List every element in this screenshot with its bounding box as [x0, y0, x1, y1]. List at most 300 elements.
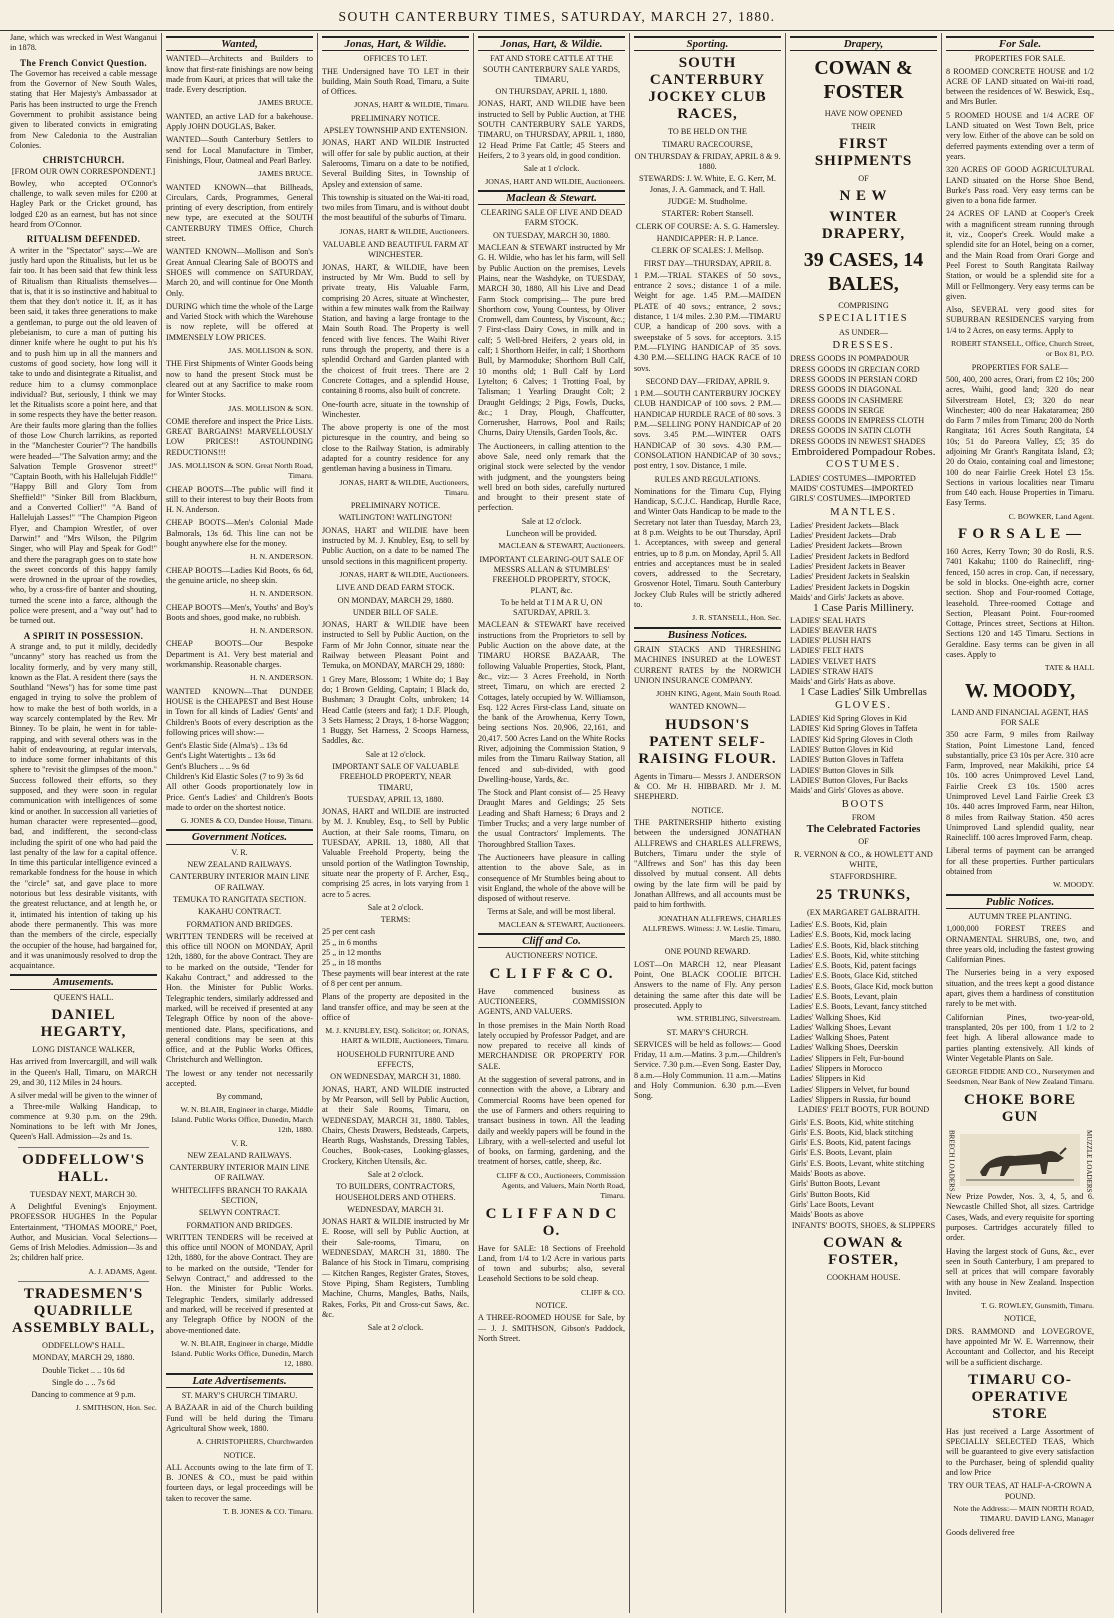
girls-boot-list	[790, 1118, 937, 1180]
ad-body: Agents in Timaru— Messrs J. ANDERSON & CO. Mr H. HIBBARD. Mr J. M. SHEPHERD.	[634, 771, 781, 802]
ad-body: THE PARTNERSHIP hitherto existing between the undersigned JONATHAN ALLFREWS and CHARLES ALLFREWS, Butchers, Timaru under the style of "Allfrews and Son" has this day been dissolved by mutual consent. All debts owing by the late firm will be paid by Jonathan Allfrews, and all accounts must be paid to him forthwith.	[634, 817, 781, 910]
race-day-title: SECOND DAY—FRIDAY, APRIL 9.	[645, 376, 770, 386]
ad-body: 350 acre Farm, 9 miles from Railway Station, Point Limestone Land, fenced substantially, price £3 10s per Acre. 310 acre Farm, Improved, near Makikihi, price £4 10s. 100 acres Unimproved Level Land, Fairlie Creek £3 10s. 1500 acres Unimproved Level Land Fairlie Creek £3 10s. 440 acres Improved Farm, near Hilton, 8 miles from Railway Station. 450 acres Unimproved Land splendid quality, near Rainecliff. 100 acres Improved Farm, cheap.	[946, 730, 1094, 843]
notice-body: The lowest or any tender not necessarily accepted.	[166, 1068, 313, 1089]
list-item: Ladies' Walking Shoes, Patent	[790, 1033, 889, 1043]
ad-headline: TIMARU CO-OPERATIVE STORE	[968, 1371, 1072, 1422]
officials: STARTER: Robert Stansell.	[661, 209, 754, 219]
ad-body: All other Goods proportionately low in Price. Gent's Ladies' and Children's Boots made to order on the shortest notice.	[166, 782, 313, 812]
costume-list	[790, 474, 937, 505]
price-line: Gent's Elastic Side (Alma's) .. 13s 6d	[166, 741, 288, 751]
ad-headline: 1 Case Paris Millinery.	[813, 602, 914, 615]
notice-subtitle: FORMATION AND BRIDGES.	[186, 919, 293, 929]
ad-body: The Nurseries being in a very exposed situation, and the trees kept a good distance apart, gives them a hardiness of constitution rarely to be met with.	[946, 968, 1094, 1009]
ad-headline: HUDSON'S PATENT SELF-RAISING FLOUR.	[638, 716, 777, 767]
list-item: LADIES' STRAW HATS	[790, 666, 873, 676]
column-4	[474, 33, 630, 1613]
ad-body: These payments will bear interest at the rate of 8 per cent per annum.	[322, 968, 469, 988]
ad-body: WANTED KNOWN—Mollison and Son's Great Annual Clearing Sale of BOOTS and SHOES will commence on SATURDAY, March 20, and will continue for One Month Only.	[166, 247, 313, 298]
list-item: Ladies' E.S. Boots, Levant, plain	[790, 992, 898, 1001]
article-lead: Jane, which was wrecked in West Wanganui in 1878.	[10, 33, 157, 53]
ad-headline: Embroidered Pompadour Robes.	[791, 446, 936, 459]
ad-signature: JONAS, HART & WILDIE, Auctioneers, Timaru.	[339, 477, 469, 497]
ad-headline: GLOVES.	[835, 699, 892, 711]
ad-body: R. VERNON & CO., & HOWLETT AND WHITE,	[794, 849, 933, 870]
section-header-maclean: Maclean & Stewart.	[478, 190, 625, 205]
article-body: The Governor has received a cable message from the Governor of New South Wales, stating that Her Majesty's Ambassador at Paris has been instructed to urge the French Government to prohibit assistance being given to liberated convicts in emigrating from New Caledonia to the Australian Colonies.	[10, 68, 157, 150]
ad-headline: ODDFELLOW'S HALL.	[22, 1151, 145, 1185]
list-item: LADIES' Kid Spring Gloves in Taffeta	[790, 724, 918, 734]
ad-headline: COSTUMES.	[826, 459, 901, 471]
ad-title: PROPERTIES FOR SALE—	[971, 362, 1069, 372]
ad-body: DRS. RAMMOND and LOVEGROVE, have appointed Mr W. E. Warrennow, their Accountant and Collector, and his Receipt will be a sufficient discharge.	[946, 1326, 1094, 1367]
ad-body: Sale at 2 o'clock.	[367, 902, 424, 912]
ad-body: A silver medal will be given to the winner of a Three-mile Walking Handicap, to commence at 9.30 p.m. on the 29th. Nominations to be left with Mr Jones, Queen's Hall. Admission—2s and 1s.	[10, 1091, 157, 1142]
ad-title: PRELIMINARY NOTICE.	[350, 113, 441, 123]
ad-body: THE First Shipments of Winter Goods being now to hand the present Stock must be cleared out at any Sacrifice to make room for Winter Stocks.	[166, 359, 313, 400]
list-item: Girls' Button Boots, Levant	[790, 1179, 881, 1189]
ad-signature: JAS. MOLLISON & SON.	[228, 403, 313, 413]
ad-title: WATLINGTON! WATLINGTON!	[338, 513, 453, 523]
article-heading: The French Convict Question.	[19, 57, 148, 68]
list-item: Maids' and Girls' Jackets as above.	[790, 592, 904, 602]
section-header-government: Government Notices.	[166, 829, 313, 844]
ad-title: UNDER BILL OF SALE.	[352, 607, 439, 617]
ad-body: Have for SALE: 18 Sections of Freehold Land, from 1/4 to 1/2 Acre in various parts of town and suburbs; also, several Leasehold Sections to be sold cheap.	[478, 1243, 625, 1284]
list-item: Ladies' Slippers in Velvet, fur bound	[790, 1084, 910, 1094]
ad-body: 1 Grey Mare, Blossom; 1 White do; 1 Bay do; 1 Brown Gelding, Captain; 1 Black do, Bushman; 3 Draught Colts, unbroken; 14 Head Cattle (steers and fat); 1 D.F. Plough, 3 Sets Harness; 2 Drays, 1 8-horse Waggon; 1 Buggy, Set Harness, 2 Scoops Harness, Saddles, &c.	[322, 674, 469, 746]
officials: HANDICAPPER: H. P. Lance.	[656, 233, 759, 243]
ad-body: OF	[858, 173, 869, 183]
ad-body: 160 Acres, Kerry Town; 30 do Rosli, R.S. 7401 Kakahu; 1100 do Rainecliff, ring-fenced, 150 acres in crop. Can, if necessary, be sold in blocks. One-eighth acre, corner section. Shop and Four-roomed Cottage, leasehold. Three-roomed Cottage and Section, Pleasant Point. Four-roomed Cottage, Princes street, Sections at Hilton. Sections 120 and 145 Timaru. Sections in Geraldine. Easy terms can be given in all cases. Apply to	[946, 547, 1094, 660]
ad-signature: M. J. KNUBLEY, ESQ. Solicitor; or, JONAS, HART & WILDIE, Auctioneers, Timaru.	[325, 1026, 469, 1046]
notice-signature: W. N. BLAIR, Engineer in charge, Middle Island. Public Works Office, Dunedin, March 12th, 1880.	[171, 1104, 313, 1135]
ad-body: Having the largest stock of Guns, &c., ever seen in South Canterbury, I am prepared to sell at prices that will compare favorably with any house in New Zealand. Inspection Invited.	[946, 1246, 1094, 1297]
ad-body: WANTED—Architects and Builders to know that first-rate finishings are now being made from Kauri, at prices that will take the trade. Every description.	[166, 54, 313, 95]
ad-headline: 1 Case Ladies' Silk Umbrellas	[800, 686, 927, 698]
ad-body: At the suggestion of several patrons, and in connection with the above, a Library and Commercial Rooms have been opened for the use of Farmers and others requiring to transact business in town. All the leading daily and weekly papers will be found in the Library, with a well-selected and useful lot of books, on farming, gardening, and the treatment of horses, cattle, sheep, &c.	[478, 1075, 625, 1167]
ad-title: NOTICE,	[1003, 1314, 1037, 1324]
divider	[18, 1147, 149, 1148]
ad-date: WEDNESDAY, MARCH 31.	[347, 1204, 444, 1214]
ad-signature: J. R. STANSELL, Hon. Sec.	[692, 613, 781, 623]
notice-subtitle: WHITECLIFFS BRANCH TO RAKAIA SECTION,	[171, 1185, 308, 1205]
list-item: Ladies' Walking Shoes, Deerskin	[790, 1043, 898, 1053]
list-item: LADIES' VELVET HATS	[790, 656, 876, 666]
list-item: LADIES' BEAVER HATS	[790, 625, 877, 635]
ad-headline: COWAN & FOSTER,	[823, 1234, 904, 1268]
ad-body: JONAS, HART, AND WILDIE instructed by Mr Pearson, will Sell by Public Auction, at their Sale Rooms, Timaru, on WEDNESDAY, MARCH 31, 1880. Tables, Chairs, Chests Drawers, Bedsteads, Carpets, Hearth Rugs, Washstands, Dressing Tables, Couches, Book-cases, Looking-glasses, Crockery, Kitchen Utensils, &c.	[322, 1084, 469, 1166]
ad-signature: A. J. ADAMS, Agent.	[88, 1266, 157, 1276]
list-item: LADIES' Button Gloves in Silk	[790, 765, 894, 775]
ad-signature: JAS. MOLLISON & SON. Great North Road, Timaru.	[168, 460, 313, 481]
ad-signature: GEORGE FIDDIE AND CO., Nurserymen and Seedsmen, Near Bank of New Zealand Timaru.	[946, 1067, 1094, 1087]
section-header-wanted: Wanted,	[166, 36, 313, 51]
list-item: Ladies' President Jackets in Beaver	[790, 562, 906, 572]
ad-headline: TRADESMEN'S QUADRILLE ASSEMBLY BALL,	[12, 1286, 155, 1337]
ad-headline: SPECIALITIES	[818, 313, 909, 325]
ad-body: Californian Pines, two-year-old, transplanted, 20s per 100, from 1 1/2 to 2 feet high. A liberal allowance made to parties planting extensively. All kinds of Winter Vegetable Plants on Sale.	[946, 1012, 1094, 1063]
list-item: DRESS GOODS IN DIAGONAL	[790, 385, 902, 395]
ad-signature: Note the Address:— MAIN NORTH ROAD, TIMARU. DAVID LANG, Manager	[953, 1503, 1094, 1524]
ad-date: TUESDAY, APRIL 13, 1880.	[347, 794, 444, 804]
ad-body: STAFFORDSHIRE.	[830, 872, 897, 882]
list-item: Maids' and Girls' Hats as above.	[790, 677, 896, 687]
ad-title: IMPORTANT CLEARING-OUT SALE OF MESSRS ALLAN & STUMBLES' FREEHOLD PROPERTY, STOCK, PLANT, &c.	[479, 554, 624, 595]
list-item: LADIES' PLUSH HATS	[790, 636, 872, 646]
ad-body: Sale at 2 o'clock.	[367, 1169, 424, 1179]
ad-date: ON MONDAY, MARCH 29, 1880.	[337, 595, 454, 605]
race-program: 1 P.M.—SOUTH CANTERBURY JOCKEY CLUB HANDICAP of 100 sovs. 2 P.M.—HANDICAP HURDLE RACE of 80 sovs. 3 P.M.—SELLING PONY HANDICAP of 20 sovs. 3.45 P.M.—WINTER OATS HANDICAP of 30 sovs. 4.30 P.M.—CONSOLATION HANDICAP of 30 sovs.; post entry, 1 sov. Distance, 1 mile.	[634, 389, 781, 471]
hat-list	[790, 616, 937, 688]
ad-body: Sale at 1 o'clock.	[523, 164, 580, 174]
ad-signature: MACLEAN & STEWART, Auctioneers.	[498, 919, 625, 929]
list-item: LADIES' Kid Spring Gloves in Cloth	[790, 734, 913, 744]
ad-body: New Prize Powder, Nos. 3, 4, 5, and 6. Newcastle Chilled Shot, all sizes. Cartridge Cases, Wads, and every requisite for sporting purposes. Cartridges accurately filled to order.	[946, 1192, 1094, 1243]
ad-body: In those premises in the Main North Road lately occupied by Professor Padget, and are now prepared to receive all kinds of MERCHANDISE OR PROPERTY FOR SALE.	[478, 1020, 625, 1071]
ad-subhead: ODDFELLOW'S HALL.	[42, 1341, 125, 1351]
ad-signature: TATE & HALL	[1044, 663, 1094, 673]
article-heading: CHRISTCHURCH.	[42, 155, 125, 166]
notice-title: NEW ZEALAND RAILWAYS.	[187, 860, 292, 870]
list-item: DRESS GOODS IN PERSIAN CORD	[790, 374, 918, 384]
notice-title: ST. MARY'S CHURCH TIMARU.	[181, 1391, 298, 1401]
list-item: Ladies' E.S. Boots, Kid, white stitching	[790, 950, 920, 960]
ad-subhead: LONG DISTANCE WALKER,	[32, 1045, 135, 1055]
list-item: Girls' E.S. Boots, Kid, white stitching	[790, 1117, 914, 1127]
mantle-list	[790, 521, 937, 603]
list-item: Ladies' President Jackets in Sealskin	[790, 572, 910, 582]
royal-cypher: V. R.	[231, 847, 248, 857]
ad-title: PRELIMINARY NOTICE.	[350, 501, 441, 511]
ad-date: MONDAY, MARCH 29, 1880.	[32, 1353, 135, 1363]
ad-title: FAT AND STORE CATTLE AT THE SOUTH CANTERBURY SALE YARDS, TIMARU,	[482, 54, 621, 84]
ad-headline: The Celebrated Factories	[806, 824, 921, 836]
ad-headline: DANIEL HEGARTY,	[40, 1007, 127, 1041]
ad-body: 5 ROOMED HOUSE and 1/4 ACRE OF LAND situated on West Town Belt, price very low. Either of the above can be sold on deferred payments extending over a term of years.	[946, 110, 1094, 161]
gun-side-label: BREECH LOADERS	[947, 1129, 956, 1192]
article-heading: RITUALISM DEFENDED.	[26, 234, 141, 245]
ad-headline: SOUTH CANTERBURY JOCKEY CLUB RACES,	[648, 55, 767, 123]
list-item: Ladies' E.S. Boots, Kid, patent facings	[790, 961, 917, 971]
list-item: MAIDS' COSTUMES—IMPORTED	[790, 483, 914, 493]
ad-body: This township is situated on the Wai-iti road, two miles from Timaru, and is without doubt the most beautiful of the suburbs of Timaru.	[322, 192, 470, 223]
notice-subtitle: TEMUKA TO RANGITATA SECTION.	[172, 894, 307, 904]
ad-body: One-fourth acre, situate in the township of Winchester.	[322, 399, 469, 419]
ad-body: LAND AND FINANCIAL AGENT, HAS FOR SALE	[951, 707, 1089, 727]
list-item: LADIES' Button Gloves in Taffeta	[790, 755, 904, 765]
ad-body: JONAS, HART and WILDIE are instructed by M. J. Knubley, Esq., to Sell by Public Auction, at their Sale rooms, Timaru, on TUESDAY, APRIL 13, 1880, All that Valuable Freehold Property, being the unsold portion of the Watlington Township, situate near the property of F. Archer, Esq., comprising 25 acres, in lots varying from 1 acre to 5 acres.	[322, 807, 469, 899]
ad-date: ON THURSDAY & FRIDAY, APRIL 8 & 9. 1880.	[634, 151, 781, 172]
column-3	[318, 33, 474, 1613]
ad-body: JONAS, HART, & WILDIE, have been instructed by Mr Wm. Budd to sell by private treaty, His Valuable Farm, comprising 20 Acres, situate at Winchester, within a few minutes walk from the Railway Station, and having a large frontage to the Main South Road. The Property is well fenced with live fences. The Waihi River runs through the property, and there is a splendid Orchard and Garden planted with the choicest of fruit trees. There are 2 Concrete Cottages, and a splendid House, containing 8 rooms, also built of concrete.	[322, 262, 469, 396]
ad-title: WANTED KNOWN—	[669, 702, 746, 712]
ad-headline: 39 CASES, 14 BALES,	[803, 249, 924, 296]
royal-cypher: V. R.	[231, 1138, 248, 1148]
ad-body: JONAS, HART AND WILDIE Instructed will offer for sale by public auction, at their Salerooms, Timaru on a date to be notified, Several Building Sites, in Township of Apsley and extension of same.	[322, 138, 469, 189]
ad-signature: ROBERT STANSELL, Office, Church Street, or Box 81, P.O.	[950, 339, 1094, 359]
girls-button-list	[790, 1179, 937, 1220]
list-item: Ladies' E.S. Boots, Kid, black stitching	[790, 940, 919, 950]
notice-body: By command,	[216, 1092, 263, 1102]
ad-body: The Auctioneers have pleasure in calling attention to the above Sale, as in consequence of Mr Stumbles being about to visit England, the whole of the above will be disposed of without reserve.	[478, 852, 625, 904]
list-item: DRESS GOODS IN SERGE	[790, 405, 885, 415]
ad-body: 8 ROOMED CONCRETE HOUSE and 1/2 ACRE OF LAND situated on Wai-iti road, between the residences of W. Beswick, Esq., and Mrs Butler.	[946, 66, 1094, 107]
ad-body: 1,000,000 FOREST TREES and ORNAMENTAL SHRUBS, one, two, and three years old, including the fastest growing Californian Pines.	[946, 924, 1094, 965]
ad-date: ON TUESDAY, MARCH 30, 1880.	[493, 230, 610, 240]
officials: JUDGE: M. Studholme.	[667, 197, 748, 207]
notice-signature: A. CHRISTOPHERS, Churchwarden	[196, 1437, 313, 1447]
column-1	[6, 33, 162, 1613]
list-item: Ladies' E.S. Boots, Levant, fancy stitched	[790, 1002, 927, 1012]
ad-signature: C. BOWKER, Land Agent.	[1008, 511, 1094, 521]
ad-body: CHEAP BOOTS—Our Bespoke Department is A1. Very best material and workmanship. Reasonable charges.	[166, 639, 313, 670]
ad-body: TO BE HELD ON THE	[668, 127, 747, 137]
ad-headline: 25 TRUNKS,	[816, 886, 911, 903]
ad-signature: H. N. ANDERSON.	[249, 589, 313, 599]
ticket-price: Single do .. .. 7s 6d	[51, 1377, 115, 1387]
article-body: A writer in the "Spectator" says:—We are justly hard upon the Ritualists, but let us be fair too. It has been said that few think less of Ritualism than Ritualists themselves—that is, that it is so instinctive and habitual to them that they don't notice it. If, as it has been said, it takes three generations to make a gentleman, to purge out the old leaven of plebeianism, to cure a man of putting his dinner knife where he ought to put his h's and to push him up in all the manners and customs of good society, how long will it take to undo and disintegrate a Ritualist, and reduce him to a clumsy commonplace individual? But, seriously, I think we may let the Ritualists score a point here, and that in some respects they have the better reason. Are their faults more glaring than the follies of those Low Church larrikins, as reported in the "Manchester Courier"? The handbills were headed—"The Salvation army; and the Salvation Temple Grosvenor street!" "Captain Booth, with his Hallelujah Fiddle!" "Happy Bill and Glory Tom from Sheffield!" "Sinker Bill from Blackburn, and a Converted Collier!" "A Band of Hallelujah Lasses!" "The Champion Pigeon Flyer, and Champion Wrestler, of over Darwin!" and "Mrs Wilson, the Pilgrim Singer, who will Play and Speak for God!" and there the paragraph goes on to state how the sweet concords of this happy family were drowned in the uproar of the rowdies, who, by a cross-fire of banter and shouting, turned the scene into a farce, although the police were present, and a "way out" had to be turned out.	[10, 245, 157, 626]
section-header-late: Late Advertisements.	[166, 1373, 313, 1388]
ad-body: COMPRISING	[838, 301, 889, 311]
list-item: Ladies' President Jackets in Bedford	[790, 551, 909, 561]
list-item: DRESS GOODS IN EMPRESS CLOTH	[790, 416, 925, 426]
section-header-amusements: Amusements.	[10, 974, 157, 989]
ad-body: THEIR	[851, 121, 876, 131]
ad-body: INFANTS' BOOTS, SHOES, & SLIPPERS	[791, 1220, 936, 1230]
slipper-list	[790, 1054, 937, 1105]
ad-body: JONAS HART & WILDIE instructed by Mr E. Roose, will sell by Public Auction, at their Sale-rooms, Timaru, on WEDNESDAY, MARCH 31, 1880. The Balance of his Stock in Timaru, comprising— Kitchen Ranges, Register Grates, Stoves, Stove Piping, Sham Registers, Tumbling Machine, Churns, Mangles, Baths, Nails, Rakes, Forks, Pit and Cross-cut Saws, &c. &c.	[322, 1217, 469, 1319]
ad-signature: H. N. ANDERSON.	[249, 673, 313, 683]
ad-body: Terms at Sale, and will be most liberal.	[487, 907, 616, 917]
ad-signature: JONAS, HART & WILDIE, Auctioneers.	[339, 226, 469, 236]
ad-body: CHEAP BOOTS—The public will find it still to their interest to buy their Boots from H. N. Anderson.	[166, 484, 313, 515]
ad-signature: JONAS, HART AND WILDIE, Auctioneers.	[485, 176, 625, 186]
ad-body: OF	[858, 837, 869, 847]
ad-title: TO BUILDERS, CONTRACTORS, HOUSEHOLDERS AND OTHERS.	[335, 1182, 456, 1202]
ad-headline: C L I F F & C O.	[489, 965, 614, 982]
ad-body: JONAS, HART and WILDIE have been instructed by M. J. Knubley, Esq, to sell by Public Auction, on a date to be named The unsold sections in this magnificent property.	[322, 525, 469, 566]
ad-body: CHEAP BOOTS—Ladies Kid Boots, 6s 6d, the genuine article, no sheep skin.	[166, 565, 313, 585]
ad-body: LOST—On MARCH 12, near Pleasant Point, One BLACK COOLIE BITCH. Answers to the name of Fly. Any person detaining the same after this date will be prosecuted. Apply to	[634, 959, 781, 1010]
list-item: Ladies' Walking Shoes, Kid	[790, 1012, 881, 1022]
walking-list	[790, 1013, 937, 1054]
ad-body: Dancing to commence at 9 p.m.	[31, 1390, 136, 1400]
list-item: Girls' Button Boots, Kid	[790, 1189, 870, 1199]
ad-headline: N E W	[839, 188, 888, 205]
article-heading: A SPIRIT IN POSSESSION.	[23, 630, 144, 641]
list-item: Ladies' E.S. Boots, Glace Kid, mock button	[790, 981, 933, 991]
list-item: Ladies' E.S. Boots, Kid, mock lacing	[790, 930, 911, 940]
ad-body: Sale at 2 o'clock.	[367, 1323, 424, 1333]
list-item: Ladies' Slippers in Morocco	[790, 1064, 883, 1074]
ad-body: 24 ACRES OF LAND at Cooper's Creek with a magnificent stream running through it, viz., Cooper's Creek. Would make a splendid site for an Hotel, being on a corner, and the Main Road from Orari Gorge and Peel Forest to South Rangitata Railway Station, or would be a splendid site for a Mill or Fellmongery. Very easy terms can be given.	[946, 209, 1094, 301]
officials: CLERK OF COURSE: A. S. G. Hamersley.	[635, 221, 780, 231]
ad-body: Nominations for the Timaru Cup, Flying Handicap, S.C.J.C. Handicap, Hurdle Race, and Winter Oats Handicap to be made to the Secretary not later than Tuesday, March 23, at 8 p.m. Weights to be out Thursday, April 1. Acceptances, with sweep and general entries, up to 8 p.m. on Monday, April 5. All entries and acceptances must be in sealed covers, addressed to the Secretary, Grosvenor Hotel, Timaru. South Canterbury Jockey Club Rules will be strictly adhered to.	[634, 486, 781, 610]
list-item: Ladies' President Jackets—Drab	[790, 531, 897, 541]
ad-headline: W. MOODY,	[964, 679, 1076, 702]
list-item: LADIES' SEAL HATS	[790, 615, 866, 625]
section-header-cliff: Cliff and Co.	[478, 933, 625, 948]
dress-list	[790, 354, 937, 447]
gun-illustration-row	[946, 1130, 1094, 1192]
section-header-jonas: Jonas, Hart, & Wildie.	[478, 36, 625, 51]
ad-body: WANTED—South Canterbury Settlers to send for Local Manufacture in Timber, Finishings, Flour, Oatmeal and Pearl Barley.	[166, 135, 313, 165]
ticket-price: Double Ticket .. .. 10s 6d	[42, 1365, 125, 1375]
ad-body: Liberal terms of payment can be arranged for all these properties. Further particulars obtained from	[946, 846, 1094, 877]
list-item: DRESS GOODS IN SATIN CLOTH	[790, 426, 912, 436]
ad-headline: DRESSES.	[832, 340, 895, 352]
ad-title: NOTICE.	[535, 1301, 568, 1311]
notice-signature: T. B. JONES & CO. Timaru.	[223, 1507, 313, 1516]
notice-subtitle: KAKAHU CONTRACT.	[197, 907, 282, 917]
ad-headline: COWAN & FOSTER	[814, 57, 913, 104]
section-header-jonas: Jonas, Hart, & Wildie.	[322, 36, 469, 51]
ad-signature: G. JONES & CO, Dundee House, Timaru.	[180, 816, 313, 826]
ad-body: LADIES' FELT BOOTS, FUR BOUND	[797, 1105, 930, 1115]
venue-title: QUEEN'S HALL.	[53, 992, 114, 1002]
race-day-title: FIRST DAY—THURSDAY, APRIL 8.	[643, 258, 772, 268]
ad-body: GRAIN STACKS AND THRESHING MACHINES INSURED at the LOWEST CURRENT RATES by the NORWICH UNION INSURANCE COMPANY.	[634, 644, 781, 685]
price-line: Gent's Light Watertights .. 13s 6d	[166, 751, 276, 761]
notice-signature: W. N. BLAIR, Engineer in charge, Middle Island. Public Works Office, Dunedin, March 12, 1880.	[171, 1338, 313, 1369]
column-5	[630, 33, 786, 1613]
ad-body: WANTED, an active LAD for a bakehouse. Apply JOHN DOUGLAS, Baker.	[166, 111, 313, 132]
divider	[18, 1281, 149, 1282]
ad-body: THE Undersigned have TO LET in their building, Main South Road, Timaru, a Suite of Offices.	[322, 66, 469, 97]
ad-signature: J. SMITHSON, Hon. Sec.	[75, 1402, 157, 1412]
ad-headline: BOOTS	[841, 798, 886, 810]
notice-subtitle: SELWYN CONTRACT.	[198, 1208, 281, 1218]
ad-date: ON THURSDAY, APRIL 1, 1880.	[495, 87, 608, 97]
glove-list	[790, 714, 937, 796]
list-item: DRESS GOODS IN CASHMERE	[790, 395, 904, 405]
list-item: DRESS GOODS IN POMPADOUR	[790, 354, 910, 364]
ad-title: OFFICES TO LET.	[363, 54, 428, 64]
ad-footer: Goods delivered free	[946, 1527, 1015, 1537]
column-2	[162, 33, 318, 1613]
list-item: LADIES' Kid Spring Gloves in Kid	[790, 714, 907, 724]
list-item: Ladies' President Jackets in Dogskin	[790, 582, 910, 592]
ad-headline: FIRST SHIPMENTS	[814, 135, 913, 169]
ad-body: MACLEAN & STEWART have received instructions from the Proprietors to sell by Public Auction on the above date, at the TIMARU HORSE BAZAAR, The following Valuable Properties, Stock, Plant, &c., viz:— 3 Acres Freehold, in North street, Timaru, on which are erected 2 Cottages, lately occupied by W. Williamson, Esq. 122 Acres First-class Land, situate on the bank of the Arowhenua, Kerry Town, being sections Nos. 20,906, 22,161, and 20,417. 500 Acres Land on the White Rocks River, adjoining the Commission Station, 9 miles from the Timaru Railway Station, all fenced and sub-divided, with good Dwelling-house, Yards, &c.	[478, 620, 625, 784]
ad-signature: W. MOODY.	[1053, 880, 1094, 890]
ad-title: HOUSEHOLD FURNITURE AND EFFECTS,	[336, 1049, 455, 1070]
notice-body: ALL Accounts owing to the late firm of T. B. JONES & CO., must be paid within fourteen days, or legal proceedings will be taken to recover the same.	[166, 1462, 313, 1503]
ad-signature: JONAS, HART & WILDIE, Auctioneers.	[339, 569, 469, 579]
ad-body: Sale at 12 o'clock.	[365, 749, 426, 759]
ad-title: ST. MARY'S CHURCH.	[666, 1027, 749, 1037]
terms-line: 25 per cent cash	[322, 927, 375, 937]
ad-body: Has arrived from Invercargill, and will walk in the Queen's Hall, Timaru, on MARCH 29, and 30, 112 Miles in 24 hours.	[10, 1057, 157, 1087]
list-item: Girls' E.S. Boots, Kid, black stitching	[790, 1127, 914, 1137]
ad-headline: WINTER DRAPERY,	[821, 209, 906, 243]
list-item: Girls' E.S. Boots, Levant, plain	[790, 1148, 892, 1158]
ad-body: Plans of the property are deposited in the land transfer office, and may be seen at the office of	[322, 992, 469, 1022]
list-item: Ladies' Slippers in Russia, fur bound	[790, 1094, 911, 1104]
notice-body: WRITTEN TENDERS will be received at this office till NOON on MONDAY, April 12th, 1880, for the above Contract. They are to be marked on the outside, "Tender for Kakahu Contract," and addressed to the Hon. the Minister for Public Works. Telegraphic tenders, similarly addressed and marked, will be received if presented at any Telegraph Office by noon of the above-mentioned date. Plans, specifications, and general conditions may be seen at this office, and at the Public Works Offices, Christchurch and Wellington.	[166, 931, 313, 1065]
ad-body: FROM	[851, 812, 876, 822]
list-item: DRESS GOODS IN GRECIAN CORD	[790, 364, 920, 374]
list-item: LADIES' COSTUMES—IMPORTED	[790, 473, 916, 483]
ad-body: JONAS, HART & WILDIE have been instructed to Sell by Public Auction, on the Farm of Mr John Connor, situate near the Railway between Pleasant Point and Temuka, on MONDAY, MARCH 29, 1880:	[322, 620, 469, 671]
race-program: 1 P.M.—TRIAL STAKES of 50 sovs., entrance 2 sovs.; distance 1 of a mile. Weight for age. 1.45 P.M.—MAIDEN PLATE of 40 sovs.; entrance, 2 sovs.; distance, 1 1/4 miles. 2.30 P.M.—TIMARU CUP, a handicap of 200 sovs. with a sweepstake of 5 sovs. for acceptors. 3.15 P.M.—FLYING HANDICAP of 35 sovs. 4.30 P.M.—SELLING HACK RACE of 10 sovs.	[634, 270, 781, 373]
ad-signature: JOHN KING, Agent, Main South Road.	[656, 689, 781, 699]
notice-subtitle: FORMATION AND BRIDGES.	[186, 1220, 293, 1230]
ad-title: RULES AND REGULATIONS.	[654, 474, 761, 484]
ad-title: NOTICE.	[691, 805, 724, 815]
ad-signature: JAMES BRUCE.	[258, 98, 313, 108]
ad-title: PROPERTIES FOR SALE.	[974, 54, 1066, 64]
ad-signature: T. G. ROWLEY, Gunsmith, Timaru.	[981, 1301, 1094, 1311]
officials: STEWARDS: J. W. White, E. G. Kerr, M. Jonas, J. A. Gammack, and T. Hall.	[639, 174, 776, 194]
gun-side-label: MUZZLE LOADERS	[1085, 1129, 1093, 1193]
ad-signature: JONAS, HART & WILDIE, Timaru.	[354, 100, 469, 110]
ad-body: JONAS, HART, AND WILDIE have been instructed to Sell by Public Auction, at THE SOUTH CANTERBURY SALE YARDS, TIMARU, on THURSDAY, APRIL 1, 1880, 12 Head Prime Fat Cattle; 45 Steers and Heifers, 2 to 3 years old, in good condition.	[478, 99, 625, 160]
article-body: Bowley, who accepted O'Connor's challenge, to walk seven miles for £200 at Hagley Park or the Cricket ground, has lodged £20 as an earnest, but has not since heard from O'Connor.	[10, 178, 157, 230]
ad-body: 320 ACRES OF GOOD AGRICULTURAL LAND situated on the Horse Shoe Bend, Burke's Pass road. Very easy terms can be given to a bona fide farmer.	[946, 165, 1094, 206]
price-line: Children's Kid Elastic Soles (7 to 9) 3s 6d	[166, 772, 304, 781]
ad-body: CHEAP BOOTS—Men's, Youths' and Boy's Boots and shoes, good make, no rubbish.	[166, 602, 313, 622]
ad-body: TRY OUR TEAS, AT HALF-A-CROWN A POUND.	[948, 1481, 1092, 1501]
ad-signature: WM. STRIBLING, Silverstream.	[676, 1014, 781, 1024]
ad-title: IMPORTANT SALE OF VALUABLE FREEHOLD PROPERTY, NEAR TIMARU,	[332, 762, 459, 792]
list-item: Girls' E.S. Boots, Kid, patent facings	[790, 1138, 911, 1148]
ad-body: COME therefore and inspect the Price Lists. GREAT BARGAINS! MARVELLOUSLY LOW PRICES!! ASTOUNDING REDUCTIONS!!!	[166, 416, 313, 457]
notice-subtitle: CANTERBURY INTERIOR MAIN LINE OF RAILWAY.	[169, 872, 310, 892]
ad-signature: CLIFF & CO., Auctioneers, Commission Agents, and Valuers, Main North Road, Timaru.	[496, 1170, 625, 1201]
dog-illustration-icon	[960, 1134, 1080, 1186]
ad-signature: MACLEAN & STEWART, Auctioneers.	[498, 541, 625, 551]
price-line: Gent's Bluchers .. .. 9s 6d	[166, 761, 250, 771]
ad-body: Also, SEVERAL very good sites for SUBURBAN RESIDENCES varying from 1/4 to 2 Acres, on easy terms. Apply to	[946, 305, 1094, 335]
list-item: Maids' and Girls' Gloves as above.	[790, 786, 904, 796]
section-header-drapery: Drapery,	[790, 36, 937, 51]
list-item: Ladies' President Jackets—Brown	[790, 541, 902, 551]
ad-body: Sale at 12 o'clock.	[521, 516, 582, 526]
ad-body: COOKHAM HOUSE.	[826, 1272, 901, 1282]
ad-body: WANTED KNOWN—that Billheads, Circulars, Cards, Programmes, General printing of every description, from entirely new type, are executed at the SOUTH CANTERBURY TIMES Office, Church street.	[166, 182, 313, 244]
officials: CLERK OF SCALES: J. Mellsop.	[651, 246, 764, 256]
ad-body: SERVICES will be held as follows:— Good Friday, 11 a.m.—Matins. 3 p.m.—Children's Service. 7.30 p.m.—Even Song. Easter Day, 8 a.m.—Holy Communion. 11 a.m.—Matins and Holy Communion. 6.30 p.m.—Even Song.	[634, 1039, 781, 1101]
list-item: Ladies' President Jackets—Black	[790, 520, 899, 530]
list-item: LADIES' Button Gloves, Fur Backs	[790, 775, 908, 785]
ad-body: 500, 400, 200 acres, Orari, from £2 10s; 200 acres, Waihi, good land; 320 do near Silverstream Hotel, £3; 320 do near Winchester; 400 do near Hakataramea; 280 do Farm 7 miles from Timaru; 200 do North Rangitata; 161 Acres South Rangitata, £4 10s; 51 do Pareora Valley, £5; 35 do adjoining Mr Grant's Rangitata Island, £3; 20 do Otaio, containing coal and limestone; 100 do near Fairlie Creek Hotel £3 15s. Sections in various localities near Timaru from £40 each. House Properties in Timaru. Easy Terms.	[946, 374, 1094, 508]
ad-body: (EX MARGARET GALBRAITH.	[807, 907, 920, 917]
ad-signature: JAS. MOLLISON & SON.	[228, 346, 313, 356]
ad-body: Have commenced business as AUCTIONEERS, COMMISSION AGENTS, AND VALUERS.	[478, 986, 625, 1017]
ad-body: Has just received a Large Assortment of SPECIALLY SELECTED TEAS, Which will be guaranteed to give every satisfaction to the Purchaser, being of splendid quality and low Price	[946, 1426, 1094, 1478]
ad-body: WANTED KNOWN—That DUNDEE HOUSE is the CHEAPEST and Best House in Town for all kinds of Ladies' Gents' and Children's Boots of every description as the following prices will show:—	[166, 686, 313, 737]
notice-body: A BAZAAR in aid of the Church building Fund will be held during the Timaru Agricultural Show week, 1880.	[166, 1403, 313, 1433]
ad-title: AUCTIONEERS' NOTICE.	[505, 951, 598, 961]
ad-signature: CLIFF & CO.	[581, 1287, 625, 1297]
ad-body: DURING which time the whole of the Large and Varied Stock with which the Warehouse is now replete, will be offered at IMMENSELY LOW PRICES.	[166, 301, 313, 342]
list-item: Maids' Boots as above	[790, 1210, 864, 1220]
column-7	[942, 33, 1098, 1613]
list-item: GIRLS' COSTUMES—IMPORTED	[790, 494, 911, 504]
ad-body: MACLEAN & STEWART instructed by Mr G. H. Wildie, who has let his farm, will Sell by Public Auction on the premises, Levels Plains, near the Washdyke, on TUESDAY, MARCH 30, 1880, All his Live and Dead Farm Stock comprising— The pure bred Shorthorn cow, Young Countess, by Oliver Cromwell, dam Countess, by Viscount, &c.; 7 First-class Dairy Cows, in milk and in calf; 5 Well-bred Heifers, 2 years old, in calf; 1 Shorthorn Heifer, in calf; 1 Shorthorn Bull, by Marmoduke; Shorthorn Bull Calf, 10 months old; 1 Bull Calf by Lord Lytelton; 6 Calves; 1 Trotting Foal, by Talisman; 1 Yearling Draught Colt; 2 Draught Geldings; 2 Pigs, Fowls, Ducks, &c.; 1 Dray, Plough, Chaffcutter, Cornerusher, Harrows, Pool and Rails; Churns, Dairy Utensils, Garden Tools, &c.	[478, 243, 625, 438]
list-item: LADIES' Button Gloves in Kid	[790, 745, 893, 755]
list-item: LADIES' FELT HATS	[790, 646, 864, 656]
list-item: Ladies' E.S. Boots, Kid, plain	[790, 919, 887, 929]
ad-subhead: TUESDAY NEXT, MARCH 30.	[30, 1189, 137, 1199]
ad-signature: JAMES BRUCE.	[258, 169, 313, 179]
ad-signature: JONATHAN ALLFREWS, CHARLES ALLFREWS. Witness: J. W. Leslie. Timaru, March 25, 1880.	[642, 913, 781, 944]
terms-line: 25 ,, in 18 months	[322, 958, 382, 968]
ad-body: AS UNDER—	[839, 327, 888, 337]
ad-date: ON WEDNESDAY, MARCH 31, 1880.	[330, 1072, 461, 1082]
